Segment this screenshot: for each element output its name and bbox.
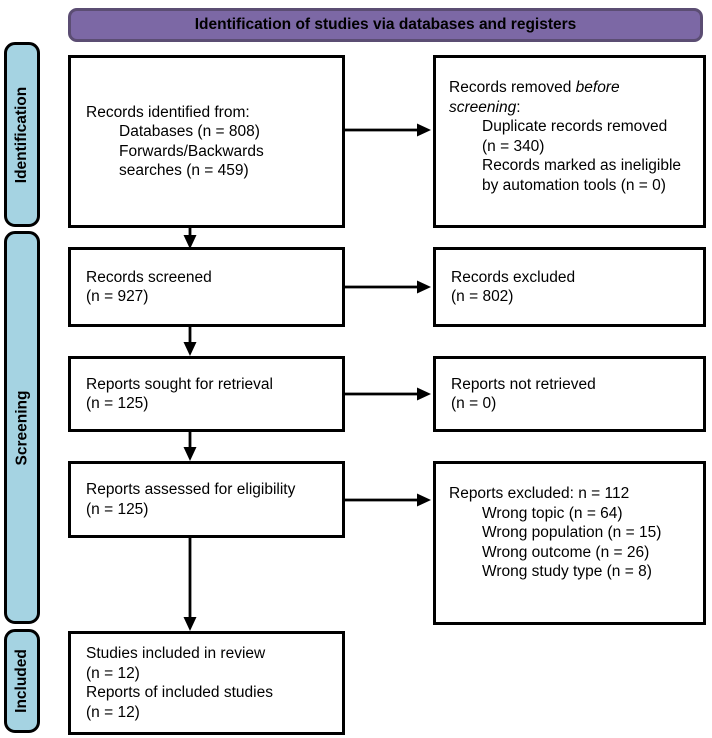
studies-included-line: Reports of included studies [86,684,273,701]
box-records-screened [68,247,345,327]
records-removed-lead: Records removed [449,79,576,96]
reports-excluded-reason: Wrong outcome (n = 26) [482,543,650,561]
reports-assessed-count: (n = 125) [86,500,149,518]
arrow-sought-to-not-retrieved [345,388,431,401]
reports-not-retrieved-count: (n = 0) [451,395,497,412]
records-removed-item: Duplicate records removed [482,118,668,135]
reports-excluded-title: Reports excluded: n = 112 [449,485,630,502]
arrow-identified-to-removed [345,124,431,137]
reports-excluded-reason: Wrong population (n = 15) [482,524,662,541]
box-records-excluded [433,247,706,327]
records-removed-item: by automation tools (n = 0) [482,176,666,194]
records-removed-title-line2 [449,98,693,118]
records-identified-item: Databases (n = 808) [119,123,260,140]
stage-identification [4,42,40,227]
records-removed-italic-before: before [575,79,620,96]
stage-identification-label: Identification [13,86,31,183]
records-removed-italic-screening: screening [449,98,517,116]
records-identified-item: searches (n = 459) [119,162,249,179]
stage-screening-label: Screening [13,390,31,465]
records-removed-title-line1 [449,78,693,98]
reports-excluded-reason: Wrong topic (n = 64) [482,504,623,522]
header-title: Identification of studies via databases and registers [194,16,577,33]
reports-sought-count: (n = 125) [86,395,149,412]
records-removed-colon: : [516,98,521,116]
box-records-removed [433,55,706,228]
studies-included-line: (n = 12) [86,703,140,721]
stage-included-label: Included [13,649,31,713]
box-records-identified [68,55,345,228]
header-banner [68,8,703,42]
box-reports-excluded [433,461,706,625]
reports-assessed-line1: Reports assessed for eligibility [86,481,296,498]
records-screened-count: (n = 927) [86,288,149,305]
box-reports-not-retrieved [433,356,706,432]
box-reports-assessed [68,461,345,538]
records-identified-item: Forwards/Backwards [119,142,264,160]
studies-included-line: Studies included in review [86,645,266,662]
arrow-screened-to-excluded [345,281,431,294]
reports-excluded-reason: Wrong study type (n = 8) [482,563,652,580]
reports-sought-line1: Reports sought for retrieval [86,375,273,393]
stage-included [4,629,40,733]
studies-included-line: (n = 12) [86,664,140,682]
records-screened-line1: Records screened [86,268,212,286]
box-reports-sought [68,356,345,432]
stage-screening [4,231,40,624]
records-removed-item: (n = 340) [482,137,545,155]
records-identified-title: Records identified from: [86,103,250,121]
records-excluded-line1: Records excluded [451,268,576,286]
box-studies-included [68,631,345,735]
records-removed-item: Records marked as ineligible [482,157,682,174]
reports-not-retrieved-line1: Reports not retrieved [451,375,596,393]
arrow-assessed-to-reports-excluded [345,494,431,507]
records-excluded-count: (n = 802) [451,288,514,305]
